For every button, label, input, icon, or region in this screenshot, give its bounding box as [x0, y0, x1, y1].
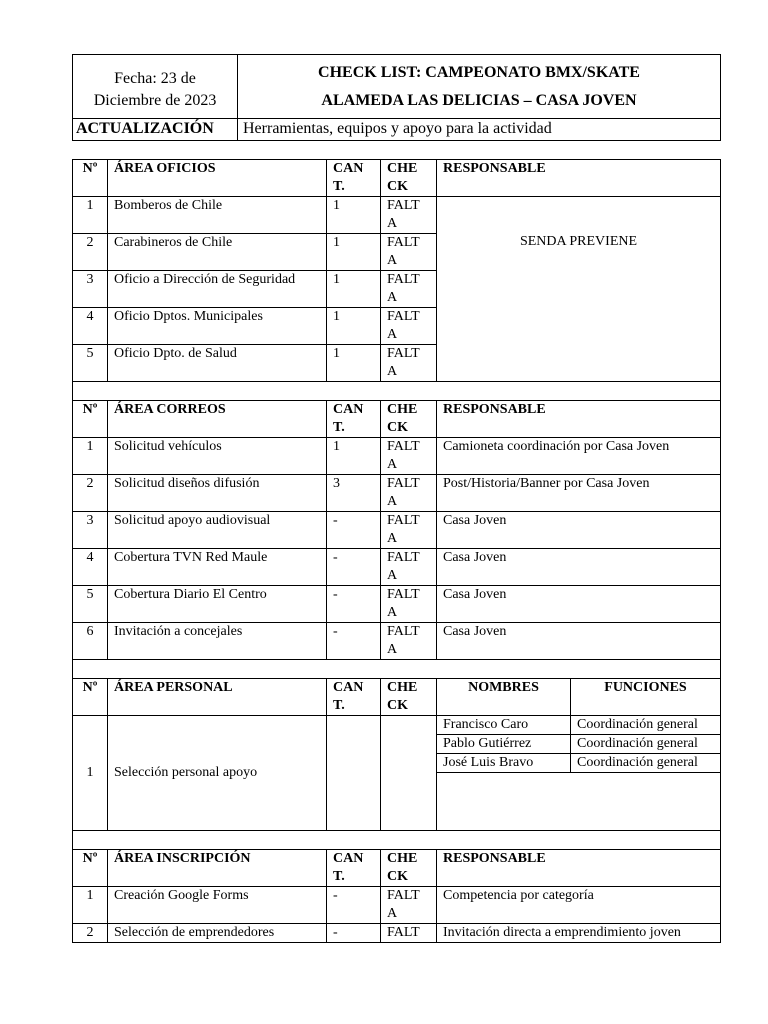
- table-row: [73, 475, 721, 512]
- row-cant: 1: [327, 438, 381, 475]
- col-num-header: Nº: [73, 160, 108, 197]
- header-table: [72, 54, 721, 141]
- row-item: Selección de emprendedores: [108, 924, 327, 943]
- person-function: Coordinación general: [571, 735, 721, 754]
- date-cell: [73, 55, 238, 119]
- person-name: Francisco Caro: [437, 716, 571, 735]
- row-check: FALT A: [381, 549, 437, 586]
- title-line-1: CHECK LIST: CAMPEONATO BMX/SKATE: [318, 64, 640, 81]
- row-check: FALT A: [381, 623, 437, 660]
- section-separator: [73, 382, 721, 401]
- row-num: 5: [73, 345, 108, 382]
- section-title-inscripcion: ÁREA INSCRIPCIÓN: [108, 850, 327, 887]
- table-row: [73, 924, 721, 943]
- row-check: FALT A: [381, 887, 437, 924]
- oficios-header-row: [73, 160, 721, 197]
- date-line-2: Diciembre de 2023: [93, 91, 217, 109]
- row-cant: 1: [327, 197, 381, 234]
- personal-header-row: [73, 679, 721, 716]
- document-title: [238, 55, 721, 119]
- table-row: [73, 197, 721, 234]
- row-num: 6: [73, 623, 108, 660]
- row-item: Solicitud vehículos: [108, 438, 327, 475]
- row-item: Creación Google Forms: [108, 887, 327, 924]
- row-num: 2: [73, 924, 108, 943]
- responsable-merged: SENDA PREVIENE: [437, 197, 721, 382]
- row-num: 2: [73, 475, 108, 512]
- row-cant: 1: [327, 234, 381, 271]
- correos-header-row: [73, 401, 721, 438]
- row-cant: -: [327, 549, 381, 586]
- row-num: 2: [73, 234, 108, 271]
- table-row: [73, 549, 721, 586]
- row-check: FALT A: [381, 271, 437, 308]
- row-responsable: Invitación directa a emprendimiento joven: [437, 924, 721, 943]
- col-cant-header: CAN T.: [327, 679, 381, 716]
- row-num: 1: [73, 197, 108, 234]
- row-responsable: Post/Historia/Banner por Casa Joven: [437, 475, 721, 512]
- table-row: [73, 438, 721, 475]
- row-cant: -: [327, 512, 381, 549]
- row-cant: 1: [327, 271, 381, 308]
- title-line-2: ALAMEDA LAS DELICIAS – CASA JOVEN: [321, 92, 637, 109]
- table-row: [73, 512, 721, 549]
- col-num-header: Nº: [73, 401, 108, 438]
- table-row: [73, 586, 721, 623]
- row-check: FALT: [381, 924, 437, 943]
- row-item: Oficio a Dirección de Seguridad: [108, 271, 327, 308]
- section-title-correos: ÁREA CORREOS: [108, 401, 327, 438]
- row-item: Solicitud apoyo audiovisual: [108, 512, 327, 549]
- table-row: [73, 716, 721, 735]
- col-check-header: CHE CK: [381, 679, 437, 716]
- row-item: Cobertura Diario El Centro: [108, 586, 327, 623]
- row-check: FALT A: [381, 475, 437, 512]
- inscripcion-header-row: [73, 850, 721, 887]
- row-responsable: Casa Joven: [437, 512, 721, 549]
- row-cant: -: [327, 924, 381, 943]
- row-item: Solicitud diseños difusión: [108, 475, 327, 512]
- col-num-header: Nº: [73, 679, 108, 716]
- col-cant-header: CAN T.: [327, 850, 381, 887]
- row-cant: 1: [327, 308, 381, 345]
- row-check: FALT A: [381, 308, 437, 345]
- col-cant-header: CAN T.: [327, 160, 381, 197]
- row-num: 1: [73, 438, 108, 475]
- actualizacion-label: ACTUALIZACIÓN: [73, 119, 238, 141]
- table-row: [73, 623, 721, 660]
- row-check: FALT A: [381, 234, 437, 271]
- col-responsable-header: RESPONSABLE: [437, 401, 721, 438]
- col-check-header: CHE CK: [381, 850, 437, 887]
- person-function: Coordinación general: [571, 716, 721, 735]
- empty-cell: [437, 773, 721, 831]
- col-responsable-header: RESPONSABLE: [437, 160, 721, 197]
- row-check: FALT A: [381, 345, 437, 382]
- actualizacion-value: Herramientas, equipos y apoyo para la actividad: [238, 119, 721, 141]
- person-name: Pablo Gutiérrez: [437, 735, 571, 754]
- col-funciones-header: FUNCIONES: [571, 679, 721, 716]
- table-row: [73, 887, 721, 924]
- row-num: 1: [73, 716, 108, 831]
- row-check: [381, 716, 437, 831]
- row-item: Bomberos de Chile: [108, 197, 327, 234]
- row-responsable: Casa Joven: [437, 549, 721, 586]
- row-check: FALT A: [381, 197, 437, 234]
- row-cant: 1: [327, 345, 381, 382]
- date-line-1: Fecha: 23 de: [114, 69, 196, 87]
- row-check: FALT A: [381, 512, 437, 549]
- checklist-table: [72, 159, 721, 943]
- row-check: FALT A: [381, 586, 437, 623]
- person-name: José Luis Bravo: [437, 754, 571, 773]
- section-title-oficios: ÁREA OFICIOS: [108, 160, 327, 197]
- row-cant: [327, 716, 381, 831]
- row-cant: -: [327, 586, 381, 623]
- section-separator: [73, 660, 721, 679]
- col-num-header: Nº: [73, 850, 108, 887]
- col-responsable-header: RESPONSABLE: [437, 850, 721, 887]
- row-check: FALT A: [381, 438, 437, 475]
- row-responsable: Competencia por categoría: [437, 887, 721, 924]
- row-responsable: Casa Joven: [437, 623, 721, 660]
- row-item: Oficio Dpto. de Salud: [108, 345, 327, 382]
- row-num: 3: [73, 512, 108, 549]
- row-responsable: Camioneta coordinación por Casa Joven: [437, 438, 721, 475]
- col-cant-header: CAN T.: [327, 401, 381, 438]
- row-num: 5: [73, 586, 108, 623]
- row-num: 3: [73, 271, 108, 308]
- col-check-header: CHE CK: [381, 160, 437, 197]
- row-num: 1: [73, 887, 108, 924]
- row-responsable: Casa Joven: [437, 586, 721, 623]
- row-item: Invitación a concejales: [108, 623, 327, 660]
- row-item: Cobertura TVN Red Maule: [108, 549, 327, 586]
- row-item: Carabineros de Chile: [108, 234, 327, 271]
- row-num: 4: [73, 308, 108, 345]
- row-item: Selección personal apoyo: [108, 716, 327, 831]
- row-cant: -: [327, 623, 381, 660]
- row-cant: -: [327, 887, 381, 924]
- col-nombres-header: NOMBRES: [437, 679, 571, 716]
- section-separator: [73, 831, 721, 850]
- person-function: Coordinación general: [571, 754, 721, 773]
- row-item: Oficio Dptos. Municipales: [108, 308, 327, 345]
- row-num: 4: [73, 549, 108, 586]
- row-cant: 3: [327, 475, 381, 512]
- col-check-header: CHE CK: [381, 401, 437, 438]
- section-title-personal: ÁREA PERSONAL: [108, 679, 327, 716]
